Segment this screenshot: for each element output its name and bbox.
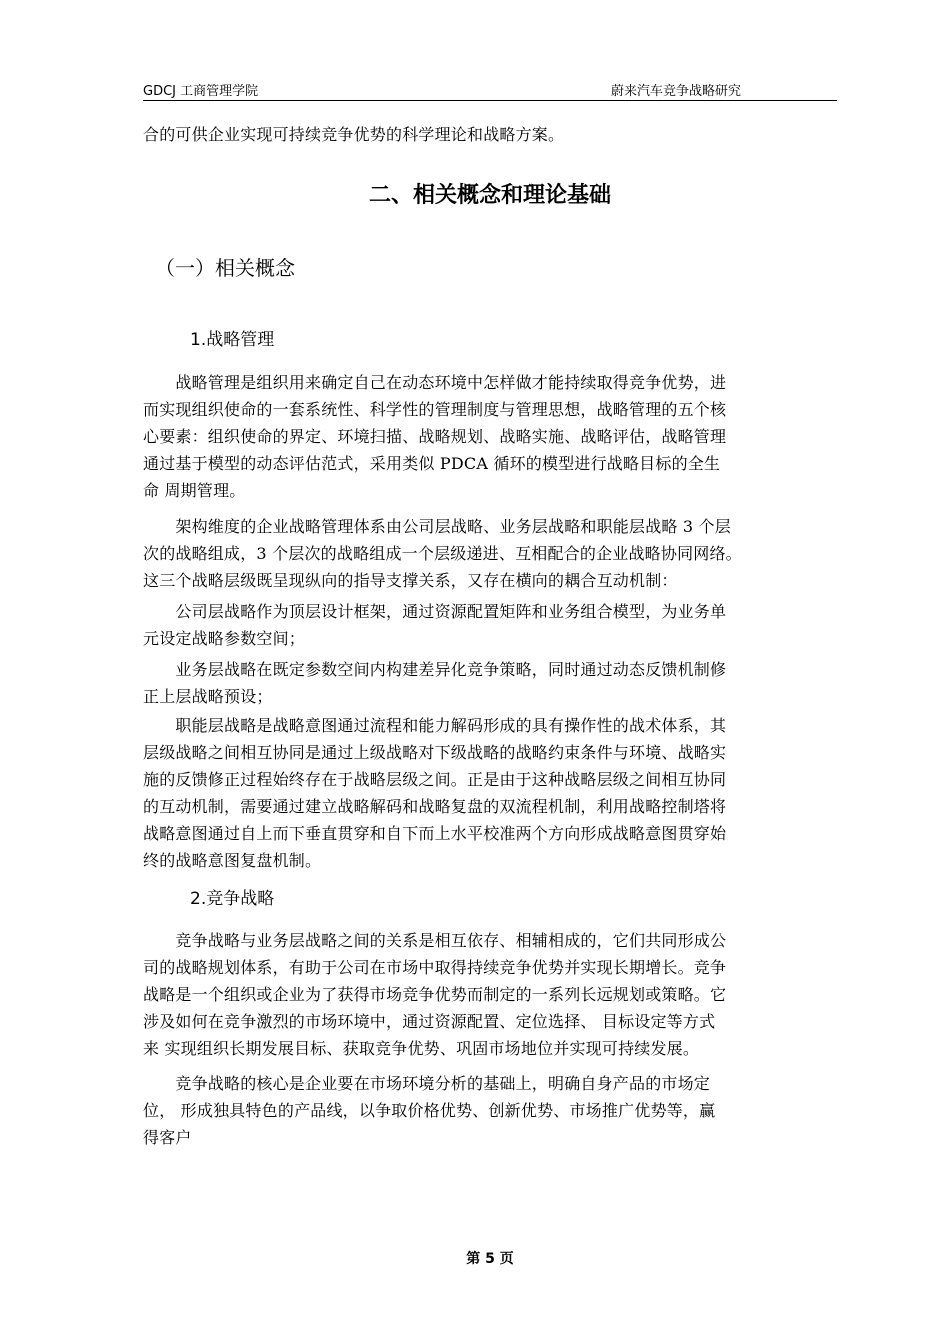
topic2-line: 竞争战略的核心是企业要在市场环境分析的基础上，明确自身产品的市场定 — [143, 1074, 711, 1093]
topic2-line: 战略是一个组织或企业为了获得市场竞争优势而制定的一系列长远规划或策略。它 — [143, 985, 727, 1004]
topic1-title: 1.战略管理 — [190, 330, 275, 350]
topic2-line: 涉及如何在竞争激烈的市场环境中，通过资源配置、定位选择、 目标设定等方式 — [143, 1012, 716, 1031]
topic1-line: 这三个战略层级既呈现纵向的指导支撑关系，又存在横向的耦合互动机制： — [143, 571, 678, 590]
intro-line: 合的可供企业实现可持续竞争优势的科学理论和战略方案。 — [143, 125, 565, 144]
page-header — [143, 80, 837, 101]
topic1-line: 的互动机制，需要通过建立战略解码和战略复盘的双流程机制，利用战略控制塔将 — [143, 797, 727, 816]
topic1-line: 战略管理是组织用来确定自己在动态环境中怎样做才能持续取得竞争优势，进 — [143, 373, 727, 392]
topic1-line: 心要素：组织使命的界定、环境扫描、战略规划、战略实施、战略评估，战略管理 — [143, 427, 727, 446]
topic1-line: 命 周期管理。 — [143, 481, 246, 500]
topic1-line: 层级战略之间相互协同是通过上级战略对下级战略的战略约束条件与环境、战略实 — [143, 743, 727, 762]
topic1-line: 终的战略意图复盘机制。 — [143, 851, 322, 870]
section-title: 二、相关概念和理论基础 — [368, 183, 611, 208]
topic1-line: 职能层战略是战略意图通过流程和能力解码形成的具有操作性的战术体系，其 — [143, 716, 727, 735]
topic2-line: 得客户 — [143, 1128, 192, 1147]
header-paper-title: 蔚来汽车竞争战略研究 — [611, 84, 742, 99]
topic1-line: 通过基于模型的动态评估范式，采用类似 PDCA 循环的模型进行战略目标的全生 — [143, 454, 721, 473]
topic1-line: 元设定战略参数空间； — [143, 629, 306, 648]
header-school: GDCJ 工商管理学院 — [143, 84, 259, 99]
topic1-line: 而实现组织使命的一套系统性、科学性的管理制度与管理思想，战略管理的五个核 — [143, 400, 727, 419]
topic1-line: 战略意图通过自上而下垂直贯穿和自下而上水平校准两个方向形成战略意图贯穿始 — [143, 824, 727, 843]
topic1-line: 公司层战略作为顶层设计框架，通过资源配置矩阵和业务组合模型，为业务单 — [143, 602, 727, 621]
topic2-line: 司的战略规划体系，有助于公司在市场中取得持续竞争优势并实现长期增长。竞争 — [143, 958, 727, 977]
topic1-line: 施的反馈修正过程始终存在于战略层级之间。正是由于这种战略层级之间相互协同 — [143, 770, 727, 789]
topic1-line: 正上层战略预设； — [143, 687, 273, 706]
topic2-line: 位， 形成独具特色的产品线，以争取价格优势、创新优势、市场推广优势等，赢 — [143, 1101, 716, 1120]
subsection-title: （一）相关概念 — [155, 256, 295, 280]
topic2-line: 来 实现组织长期发展目标、获取竞争优势、巩固市场地位并实现可持续发展。 — [143, 1039, 700, 1058]
topic2-line: 竞争战略与业务层战略之间的关系是相互依存、相辅相成的，它们共同形成公 — [143, 931, 727, 950]
topic1-line: 架构维度的企业战略管理体系由公司层战略、业务层战略和职能层战略 3 个层 — [143, 517, 731, 536]
topic2-title: 2.竞争战略 — [190, 889, 275, 909]
topic1-line: 业务层战略在既定参数空间内构建差异化竞争策略，同时通过动态反馈机制修 — [143, 660, 727, 679]
topic1-line: 次的战略组成，3 个层次的战略组成一个层级递进、互相配合的企业战略协同网络。 — [143, 544, 742, 563]
page-number: 第 5 页 — [466, 1251, 514, 1267]
